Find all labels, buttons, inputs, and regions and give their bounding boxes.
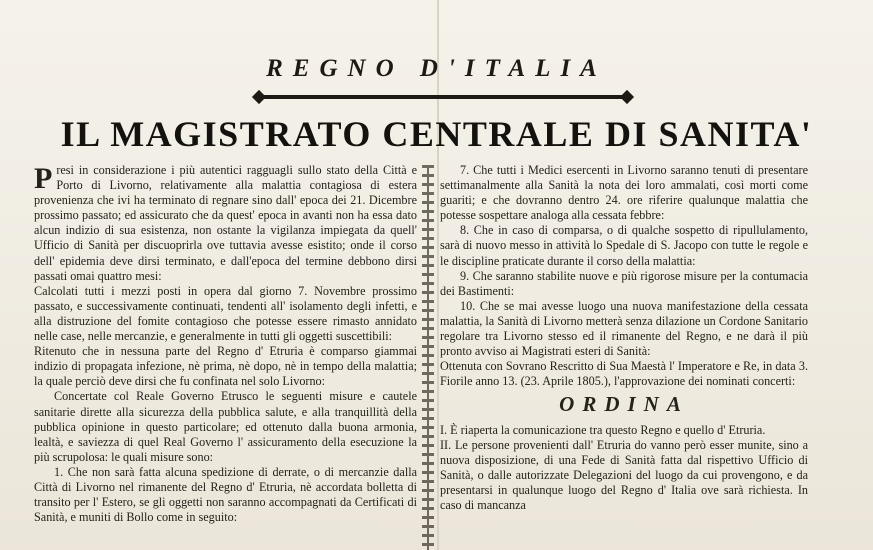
order-item-1: I. È riaperta la comunicazione tra questo Regno e quello d' Etruria. <box>440 422 766 437</box>
paragraph-measure-9: 9. Che saranno stabilite nuove e più rigorose misure per la contumacia dei Bastimenti: <box>440 268 808 298</box>
paragraph-text: resi in considerazione i più autentici ragguagli sullo stato della Città e Porto di Livorno, relativamente alla malattia contagiosa di estera provenienza che ivi ha terminato di regnare sino dall' epoca dei 21. Dicembre prossimo passato; ed assicurato che da quest' epoca in avanti non ha essa dato alcun indizio di sua esistenza, non ostante la vigilanza impiegata da quell' Ufficio di Sanità per discuoprirla ove tuttavia avesse esistito; onde il corso dell' epidemia deve dirsi terminato, e dall'epoca del termine debbono dirsi passati omai quattro mesi: <box>34 163 417 283</box>
document-title: IL MAGISTRATO CENTRALE DI SANITA' <box>60 114 813 154</box>
paragraph-concertate: Concertate col Reale Governo Etrusco le seguenti misure e cautele sanitarie dirette alla sicurezza della pubblica salute, e alla tranquillità della pubblica opinione in questo particolare; ed ottenuto dalla buona armonia, lealtà, e saviezza di quel Real Governo l' assicuramento della esecuzione la più scrupolosa: le quali misure sono: <box>34 389 417 464</box>
drop-cap: P <box>34 162 53 195</box>
paragraph-measure-8: 8. Che in caso di comparsa, o di qualche sospetto di ripullulamento, sarà di nuovo messo in attività lo Spedale di S. Jacopo con tutte le regole e le discipline praticate durante il corso della malattia: <box>440 223 808 268</box>
ornamental-rule <box>258 95 628 99</box>
left-column <box>34 163 417 525</box>
order-item-2: II. Le persone provenienti dall' Etruria do vanno però esser munite, sino a nuova disposizione, di una Fede di Sanità fatta dal rispettivo Ufficio di Sanità, o dalle autorizzate Delegazioni del luogo da cui provengono, e da presentarsi in qualunque luogo del Regno d' Italia ove sarà richiesta. In caso di mancanza <box>440 437 808 512</box>
paragraph-intro <box>34 163 417 284</box>
paragraph-ritenuto: Ritenuto che in nessuna parte del Regno d' Etruria è comparso giammai indizio di propagata infezione, nè prima, nè dopo, nè in tempo della malattia; la quale perciò deve dirsi che fu confinata nel solo Livorno: <box>34 344 417 389</box>
paragraph-calcolati: Calcolati tutti i mezzi posti in opera dal giorno 7. Novembre prossimo passato, e successivamente continuati, tendenti all' isolamento degli infetti, e alla distruzione del fomite contagioso che potesse essere rimasto annidato nelle case, nelle mercanzie, e generalmente in tutti gli oggetti suscettibili: <box>34 283 417 344</box>
paragraph-measure-1: 1. Che non sarà fatta alcuna spedizione di derrate, o di mercanzie dalla Città di Livorno nel rimanente del Regno d' Etruria, nè accordata bolletta di transito per l' Estero, se gli oggetti non saranno accompagnati da Certificati di Sanità, e muniti di Bollo come in seguito: <box>34 464 417 525</box>
right-column <box>440 163 808 513</box>
kingdom-heading: REGNO D'ITALIA <box>266 55 607 82</box>
paragraph-measure-7: 7. Che tutti i Medici esercenti in Livorno saranno tenuti di presentare settimanalmente alla Sanità la nota dei loro ammalati, così morti come guariti; e che dovranno dentro 24. ore riferire qualunque malattia che potesse sospettare analoga alla cessata febbre: <box>440 163 808 223</box>
paragraph-ottenuta: Ottenuta con Sovrano Rescritto di Sua Maestà l' Imperatore e Re, in data 3. Fiorile anno 13. (23. Aprile 1805.), l'approvazione dei nominati concerti: <box>440 359 808 389</box>
paragraph-measure-10: 10. Che se mai avesse luogo una nuova manifestazione della cessata malattia, la Sanità di Livorno metterà senza dilazione un Cordone Sanitario regolare tra Livorno stesso ed il rimanente del Regno, e ne darà il più pronto avviso ai Magistrati esteri di Sanità: <box>440 298 808 359</box>
ordina-heading: ORDINA <box>559 392 689 417</box>
column-separator <box>422 165 434 550</box>
